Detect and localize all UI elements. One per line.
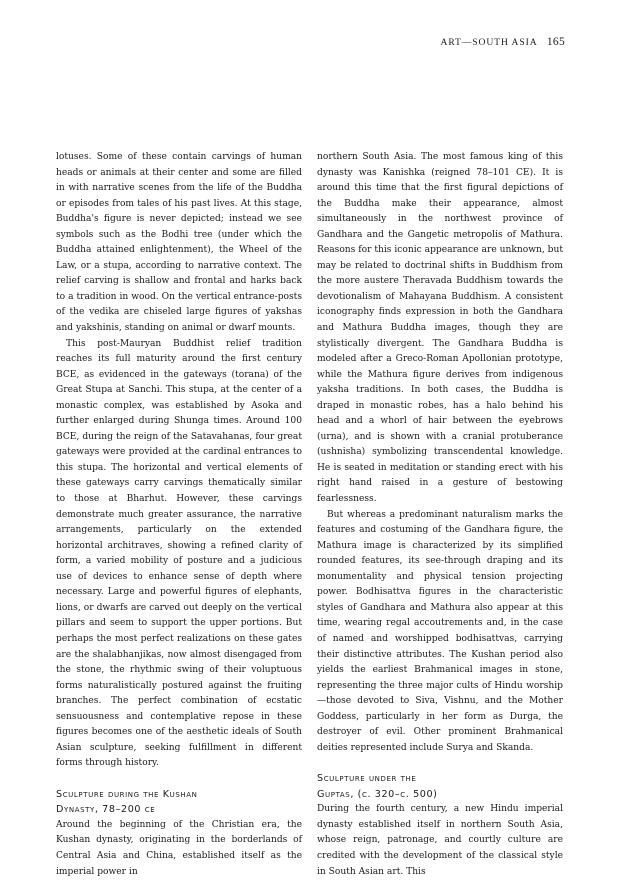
- paragraph: Around the beginning of the Christian era, the Kushan dynasty, originating in the borderlands of Central Asia and China, established itself as the imperial power in: [56, 819, 302, 877]
- header-section-title: ART—SOUTH ASIA: [440, 37, 538, 48]
- paragraph: But whereas a predominant naturalism marks the features and costuming of the Gandhara figure, the Mathura image is characterized by its simplified rounded features, its see-through draping and its monumentality and physical tension projecting power. Bodhisattva figures in the characteristic styles of Gandhara and Mathura also appear at this time, wearing regal accoutrements and, in the case of named and worshipped bodhisattvas, carrying their distinctive attributes. The Kushan period also yields the earliest Brahmanical images in stone, representing the three major cults of Hindu worship—those devoted to Siva, Vishnu, and the Mother Goddess, particularly in her form as Durga, the destroyer of evil. Other prominent Brahmanical deities represented include Surya and Skanda.: [317, 509, 563, 753]
- paragraph: northern South Asia. The most famous king of this dynasty was Kanishka (reigned 78–101 CE). It is around this time that the first figural depictions of the Buddha make their appearance, almost simultaneously in the northwest province of Gandhara and the Gangetic metropolis of Mathura. Reasons for this iconic appearance are unknown, but may be related to doctrinal shifts in Buddhism from the more austere Theravada Buddhism towards the devotionalism of Mahayana Buddhism. A consistent iconography finds expression in both the Gandhara and Mathura Buddha images, though they are stylistically divergent. The Gandhara Buddha is modeled after a Greco-Roman Apollonian prototype, while the Mathura figure derives from indigenous yaksha traditions. In both cases, the Buddha is draped in monastic robes, has a halo behind his head and a whorl of hair between the eyebrows (urna), and is shown with a cranial protuberance (ushnisha) symbolizing transcendental knowledge. He is seated in meditation or standing erect with his right hand raised in a gesture of bestowing fearlessness.: [317, 152, 563, 505]
- section-heading-guptas: [317, 771, 563, 802]
- heading-line: Sculpture under the: [317, 773, 417, 785]
- page-number: 165: [546, 36, 565, 48]
- left-column: [56, 150, 302, 880]
- right-column: [317, 150, 563, 880]
- running-header: [440, 36, 565, 48]
- paragraph: This post-Mauryan Buddhist relief tradition reaches its full maturity around the first century BCE, as evidenced in the gateways (torana) of the Great Stupa at Sanchi. This stupa, at the center of a monastic complex, was established by Asoka and further enlarged during Shunga times. Around 100 BCE, during the reign of the Satavahanas, four great gateways were provided at the cardinal entrances to this stupa. The horizontal and vertical elements of these gateways carry carvings thematically similar to those at Bharhut. However, these carvings demonstrate much greater assurance, the narrative arrangements, particularly on the extended horizontal architraves, showing a refined clarity of form, a varied mobility of posture and a judicious use of devices to enhance sense of depth where necessary. Large and powerful figures of elephants, lions, or dwarfs are carved out deeply on the vertical pillars and seem to support the upper portions. But perhaps the most perfect realizations on these gates are the shalabhanjikas, now almost disengaged from the stone, the rhythmic swing of their voluptuous forms naturalistically postured against the fruiting branches. The perfect combination of ecstatic sensuousness and contemplative repose in these figures becomes one of the aesthetic ideals of South Asian sculpture, seeking fulfillment in different forms through history.: [56, 338, 302, 769]
- section-heading-kushan: [56, 787, 302, 818]
- heading-line: Guptas, (c. 320–c. 500): [317, 788, 438, 800]
- heading-line: Dynasty, 78–200 ce: [56, 804, 156, 816]
- heading-line: Sculpture during the Kushan: [56, 788, 198, 800]
- paragraph: During the fourth century, a new Hindu imperial dynasty established itself in northern South Asia, whose reign, patronage, and courtly culture are credited with the development of the classical style in South Asian art. This: [317, 804, 563, 877]
- paragraph: lotuses. Some of these contain carvings of human heads or animals at their center and some are filled in with narrative scenes from the life of the Buddha or episodes from tales of his past lives. At this stage, Buddha's figure is never depicted; instead we see symbols such as the Bodhi tree (under which the Buddha attained enlightenment), the Wheel of the Law, or a stupa, according to narrative context. The relief carving is shallow and frontal and harks back to a tradition in wood. On the vertical entrance-posts of the vedika are chiseled large figures of yakshas and yakshinis, standing on animal or dwarf mounts.: [56, 152, 302, 334]
